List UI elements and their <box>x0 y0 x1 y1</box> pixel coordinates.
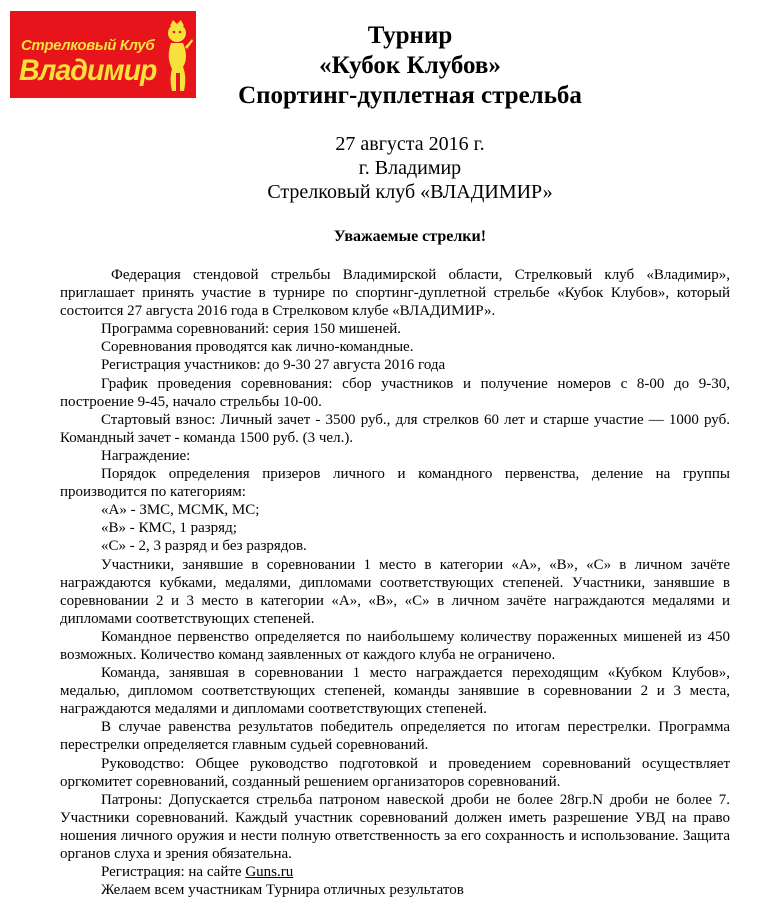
logo-city-text: Владимир <box>19 54 157 87</box>
registration-site-line <box>60 863 730 881</box>
registration-site-label: Регистрация: на сайте <box>101 864 246 881</box>
awards-order-paragraph: Порядок определения призеров личного и командного первенства, деление на группы производится по категориям: <box>60 466 730 501</box>
category-c: «С» - 2, 3 разряд и без разрядов. <box>101 538 307 555</box>
team-rule-paragraph: Командное первенство определяется по наибольшему количеству пораженных мишеней из 450 возможных. Количество команд заявленных от каждого клуба не ограничено. <box>60 628 730 663</box>
management-paragraph: Руководство: Общее руководство подготовкой и проведением соревнований осуществляет оргкомитет соревнований, созданный решением организаторов соревнований. <box>60 755 730 790</box>
category-b: «В» - КМС, 1 разряд; <box>101 520 237 537</box>
program-line: Программа соревнований: серия 150 мишеней. <box>101 321 402 338</box>
title-line3: Спортинг-дуплетная стрельба <box>238 82 582 109</box>
team-awards-paragraph: Команда, занявшая в соревновании 1 место награждается переходящим «Кубком Клубов», медалью, дипломом соответствующих степеней, команды занявшие в соревновании 2 и 3 места, награждаются медалями и дипломами соответствующих степеней. <box>60 665 730 718</box>
club-logo <box>10 11 196 98</box>
closing-line: Желаем всем участникам Турнира отличных результатов <box>101 882 464 899</box>
tie-rule-paragraph: В случае равенства результатов победитель определяется по итогам перестрелки. Программа перестрелки определяется главным судьей соревнований. <box>60 719 730 754</box>
fee-paragraph: Стартовый взнос: Личный зачет - 3500 руб., для стрелков 60 лет и старше участие — 1000 руб. Командный зачет - команда 1500 руб. (3 чел.). <box>60 411 730 446</box>
schedule-paragraph: График проведения соревнования: сбор участников и получение номеров с 8-00 до 9-30, построение 9-45, начало стрельбы 10-00. <box>60 375 730 410</box>
event-venue: Стрелковый клуб «ВЛАДИМИР» <box>267 181 553 203</box>
guns-ru-link[interactable]: Guns.ru <box>245 864 294 881</box>
logo-club-text: Стрелковый Клуб <box>21 37 155 54</box>
event-date: 27 августа 2016 г. <box>335 133 485 155</box>
title-line2: «Кубок Клубов» <box>319 52 501 79</box>
intro-paragraph: Федерация стендовой стрельбы Владимирской области, Стрелковый клуб «Владимир», приглашает принять участие в турнире по спортинг-дуплетной стрельбе «Кубок Клубов», который состоится 27 августа 2016 года в Стрелковом клубе «ВЛАДИМИР». <box>60 267 730 320</box>
awards-heading: Награждение: <box>101 447 191 464</box>
ammo-paragraph: Патроны: Допускается стрельба патроном навеской дроби не более 28гр.N дроби не более 7. Участники соревнований. Каждый участник соревнований должен иметь разрешение УВД на право ношения личного оружия и нести полную ответственность за его сохранность и использование. Защита органов слуха и зрения обязательна. <box>60 791 730 862</box>
registration-time-line: Регистрация участников: до 9-30 27 августа 2016 года <box>101 357 446 374</box>
greeting: Уважаемые стрелки! <box>333 228 487 245</box>
format-line: Соревнования проводятся как лично-командные. <box>101 339 414 356</box>
category-a: «А» - ЗМС, МСМК, МС; <box>101 502 260 519</box>
individual-awards-paragraph: Участники, занявшие в соревновании 1 место в категории «А», «В», «С» в личном зачёте награждаются кубками, медалями, дипломами соответствующих степеней. Участники, занявшие в соревновании 2 и 3 место в категории «А», «В», «С» в личном зачёте награждаются медалями и дипломами соответствующих степеней. <box>60 556 730 627</box>
title-line1: Турнир <box>367 22 453 49</box>
document-body <box>60 266 730 899</box>
event-city: г. Владимир <box>358 157 462 179</box>
